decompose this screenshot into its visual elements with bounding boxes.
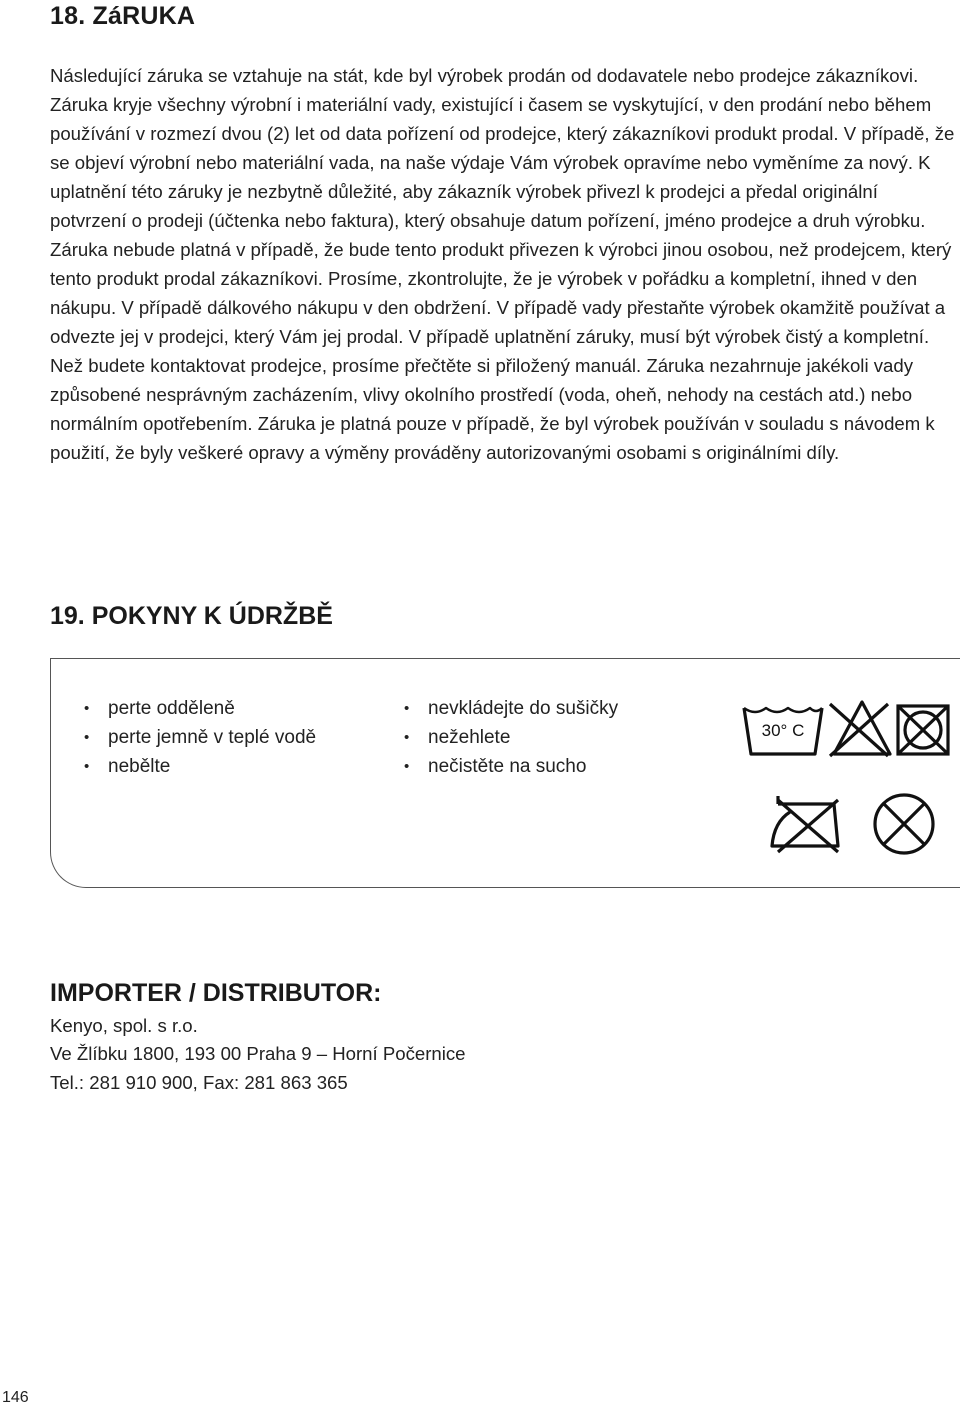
- list-item: [84, 723, 316, 752]
- warranty-text: Následující záruka se vztahuje na stát, kde byl výrobek prodán od dodavatele nebo prodejce zákazníkovi. Záruka kryje všechny výrobní i materiální vady, existující i časem se vyskytující, v den prodání nebo během používání v rozmezí dvou (2) let od data pořízení od prodejce, který zákazníkovi produkt prodal. V případě, že se objeví výrobní nebo materiální vada, na naše výdaje Vám výrobek opravíme nebo vyměníme za nový. K uplatnění této záruky je nezbytně důležité, aby zákazník výrobek přivezl k prodejci a předal originální potvrzení o prodeji (účtenka nebo faktura), který obsahuje datum pořízení, jméno prodejce a druh výrobku. Záruka nebude platná v případě, že bude tento produkt přivezen k výrobci jinou osobou, než prodejcem, který tento produkt prodal zákazníkovi. Prosíme, zkontrolujte, že je výrobek v pořádku a kompletní, ihned v den nákupu. V případě dálkového nákupu v den obdržení. V případě vady přestaňte výrobek okamžitě používat a odvezte jej v prodejci, který Vám jej prodal. V případě uplatnění záruky, musí být výrobek čistý a kompletní. Než budete kontaktovat prodejce, prosíme přečtěte si přiložený manuál. Záruka nezahrnuje jakékoli vady způsobené nesprávným zacházením, vlivy okolního prostředí (voda, oheň, nehody na cestách atd.) nebo normálním opotřebením. Záruka je platná pouze v případě, že byl výrobek používán v souladu s návodem k použití, že byly veškeré opravy a výměny prováděny autorizovanými osobami s originálními díly.: [50, 65, 955, 463]
- no-tumble-dry-icon: [898, 706, 948, 754]
- list-item: [404, 752, 618, 781]
- care-item-label: nečistěte na sucho: [428, 756, 587, 777]
- list-item: [84, 694, 316, 723]
- list-item: [404, 723, 618, 752]
- care-item-label: perte jemně v teplé vodě: [108, 727, 317, 748]
- list-item: [404, 694, 618, 723]
- bullet: •: [404, 700, 410, 717]
- importer-company: Kenyo, spol. s r.o.: [50, 1015, 198, 1036]
- no-iron-icon: [772, 796, 838, 852]
- bullet: •: [404, 729, 410, 746]
- bullet: •: [84, 729, 90, 746]
- care-list-right: [404, 694, 618, 781]
- no-bleach-icon: [830, 702, 890, 756]
- care-item-label: perte odděleně: [108, 698, 235, 719]
- section-19-title: 19. POKYNY K ÚDRŽBĚ: [50, 602, 333, 630]
- care-item-label: nežehlete: [428, 727, 511, 748]
- care-item-label: nevkládejte do sušičky: [428, 698, 619, 719]
- list-item: [84, 752, 316, 781]
- page-number: 146: [2, 1389, 29, 1406]
- importer-phone: Tel.: 281 910 900, Fax: 281 863 365: [50, 1072, 348, 1093]
- bullet: •: [84, 758, 90, 775]
- care-list-left: [84, 694, 316, 781]
- care-item-label: nebělte: [108, 756, 171, 777]
- bullet: •: [404, 758, 410, 775]
- importer-address: Ve Žlíbku 1800, 193 00 Praha 9 – Horní Počernice: [50, 1043, 466, 1064]
- section-18-title: 18. ZáRUKA: [50, 2, 196, 30]
- no-dry-clean-icon: [875, 795, 933, 853]
- wash-30-icon: [744, 708, 822, 754]
- wash-temperature: 30° C: [761, 721, 805, 740]
- care-symbols: [738, 696, 958, 866]
- bullet: •: [84, 700, 90, 717]
- importer-title: IMPORTER / DISTRIBUTOR:: [50, 979, 382, 1007]
